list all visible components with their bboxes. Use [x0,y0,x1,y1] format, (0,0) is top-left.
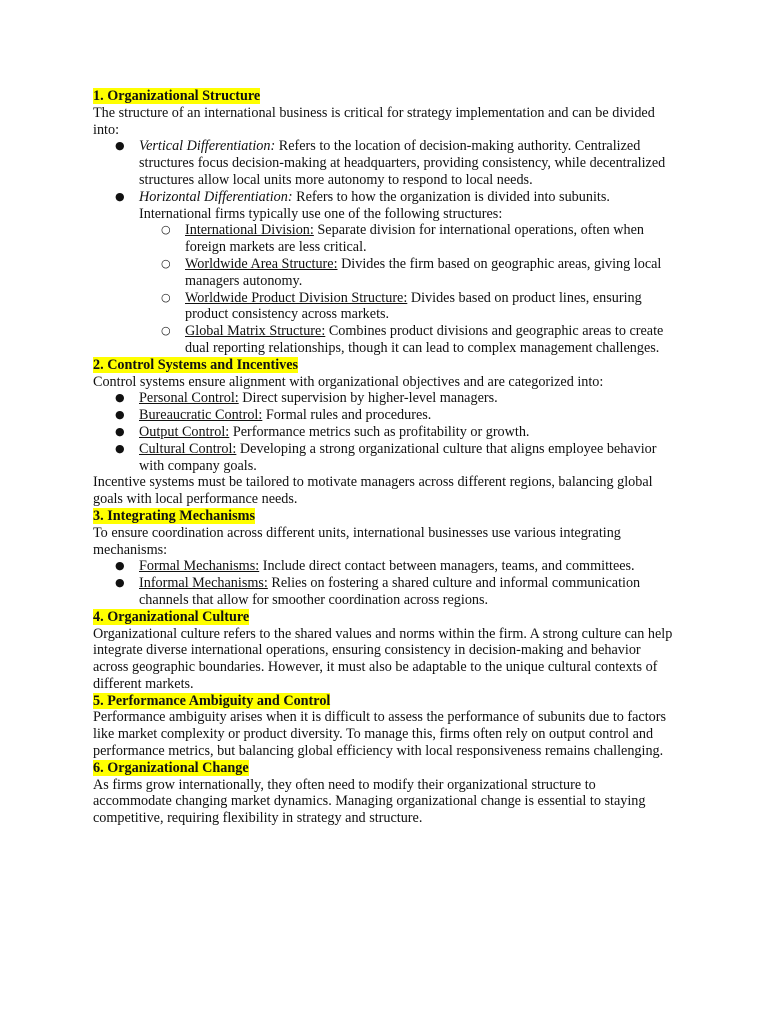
list-item-global-matrix-structure [139,323,678,357]
section-outro: Incentive systems must be tailored to motivate managers across different regions, balancing global goals with local performance needs. [93,474,653,508]
list-item-formal-mechanisms [93,558,678,575]
section-intro: Control systems ensure alignment with organizational objectives and are categorized into: [93,373,604,390]
differentiation-list [93,138,678,356]
list-item-personal-control [93,390,678,407]
term: Informal Mechanisms: [139,575,268,592]
section-intro: To ensure coordination across different units, international businesses use various integrating mechanisms: [93,524,621,558]
list-item-worldwide-product-division [139,290,678,324]
list-item-output-control [93,424,678,441]
section-body: As firms grow internationally, they often need to modify their organizational structure to accommodate changing market dynamics. Managing organizational change is essential to staying competitive, requiring flexibility in strategy and structure. [93,776,646,827]
structures-sublist [139,222,678,356]
term: Worldwide Area Structure: [185,255,338,272]
list-item-vertical-differentiation [93,138,678,188]
term: Worldwide Product Division Structure: [185,289,408,306]
section-intro: The structure of an international business is critical for strategy implementation and can be divided into: [93,104,655,138]
list-item-international-division [139,222,678,256]
term: International Division: [185,222,314,239]
description: Include direct contact between managers, teams, and committees. [259,558,635,575]
description: Relies on fostering a shared culture and informal communication channels that allow for smoother coordination across regions. [139,575,641,608]
list-item-worldwide-area-structure [139,256,678,290]
description: Performance metrics such as profitability or growth. [229,423,530,440]
section-body: Performance ambiguity arises when it is difficult to assess the performance of subunits due to factors like market complexity or product diversity. To manage this, firms often rely on output control and performance metrics, but balancing global efficiency with local responsiveness remains challenging. [93,709,667,760]
list-item-bureaucratic-control [93,407,678,424]
section-heading-performance-ambiguity: 5. Performance Ambiguity and Control [93,692,331,709]
mechanisms-list [93,558,678,608]
term: Output Control: [139,423,230,440]
description: Developing a strong organizational culture that aligns employee behavior with company goals. [139,440,657,474]
section-heading-organizational-structure: 1. Organizational Structure [93,88,261,104]
description: Combines product divisions and geographic areas to create dual reporting relationships, though it can lead to complex management challenges. [185,323,664,356]
term: Vertical Differentiation: [139,138,276,155]
list-item-informal-mechanisms [93,575,678,609]
description: Divides the firm based on geographic areas, giving local managers autonomy. [185,255,662,289]
description: Direct supervision by higher-level managers. [238,390,498,407]
description: Formal rules and procedures. [262,407,432,424]
section-heading-organizational-culture: 4. Organizational Culture [93,608,250,625]
description: Refers to how the organization is divided into subunits. International firms typically use one of the following structures: [139,188,610,222]
term: Personal Control: [139,390,239,407]
description: Separate division for international operations, often when foreign markets are less critical. [185,222,645,256]
term: Formal Mechanisms: [139,558,260,575]
controls-list [93,390,678,474]
section-heading-control-systems: 2. Control Systems and Incentives [93,356,299,373]
description: Divides based on product lines, ensuring product consistency across markets. [185,289,642,323]
term: Bureaucratic Control: [139,407,263,424]
list-item-horizontal-differentiation [93,189,678,357]
section-body: Organizational culture refers to the shared values and norms within the firm. A strong culture can help integrate diverse international operations, ensuring consistency in decision-making and behavior across geographic boundaries. However, it must also be adaptable to the unique cultural contexts of different markets. [93,625,673,692]
list-item-cultural-control [93,441,678,475]
term: Horizontal Differentiation: [139,188,293,205]
section-heading-organizational-change: 6. Organizational Change [93,759,249,776]
term: Cultural Control: [139,440,237,457]
section-heading-integrating-mechanisms: 3. Integrating Mechanisms [93,507,255,524]
term: Global Matrix Structure: [185,323,326,340]
description: Refers to the location of decision-making authority. Centralized structures focus decision-making at headquarters, providing consistency, while decentralized structures allow local units more autonomy to respond to local needs. [139,138,666,188]
